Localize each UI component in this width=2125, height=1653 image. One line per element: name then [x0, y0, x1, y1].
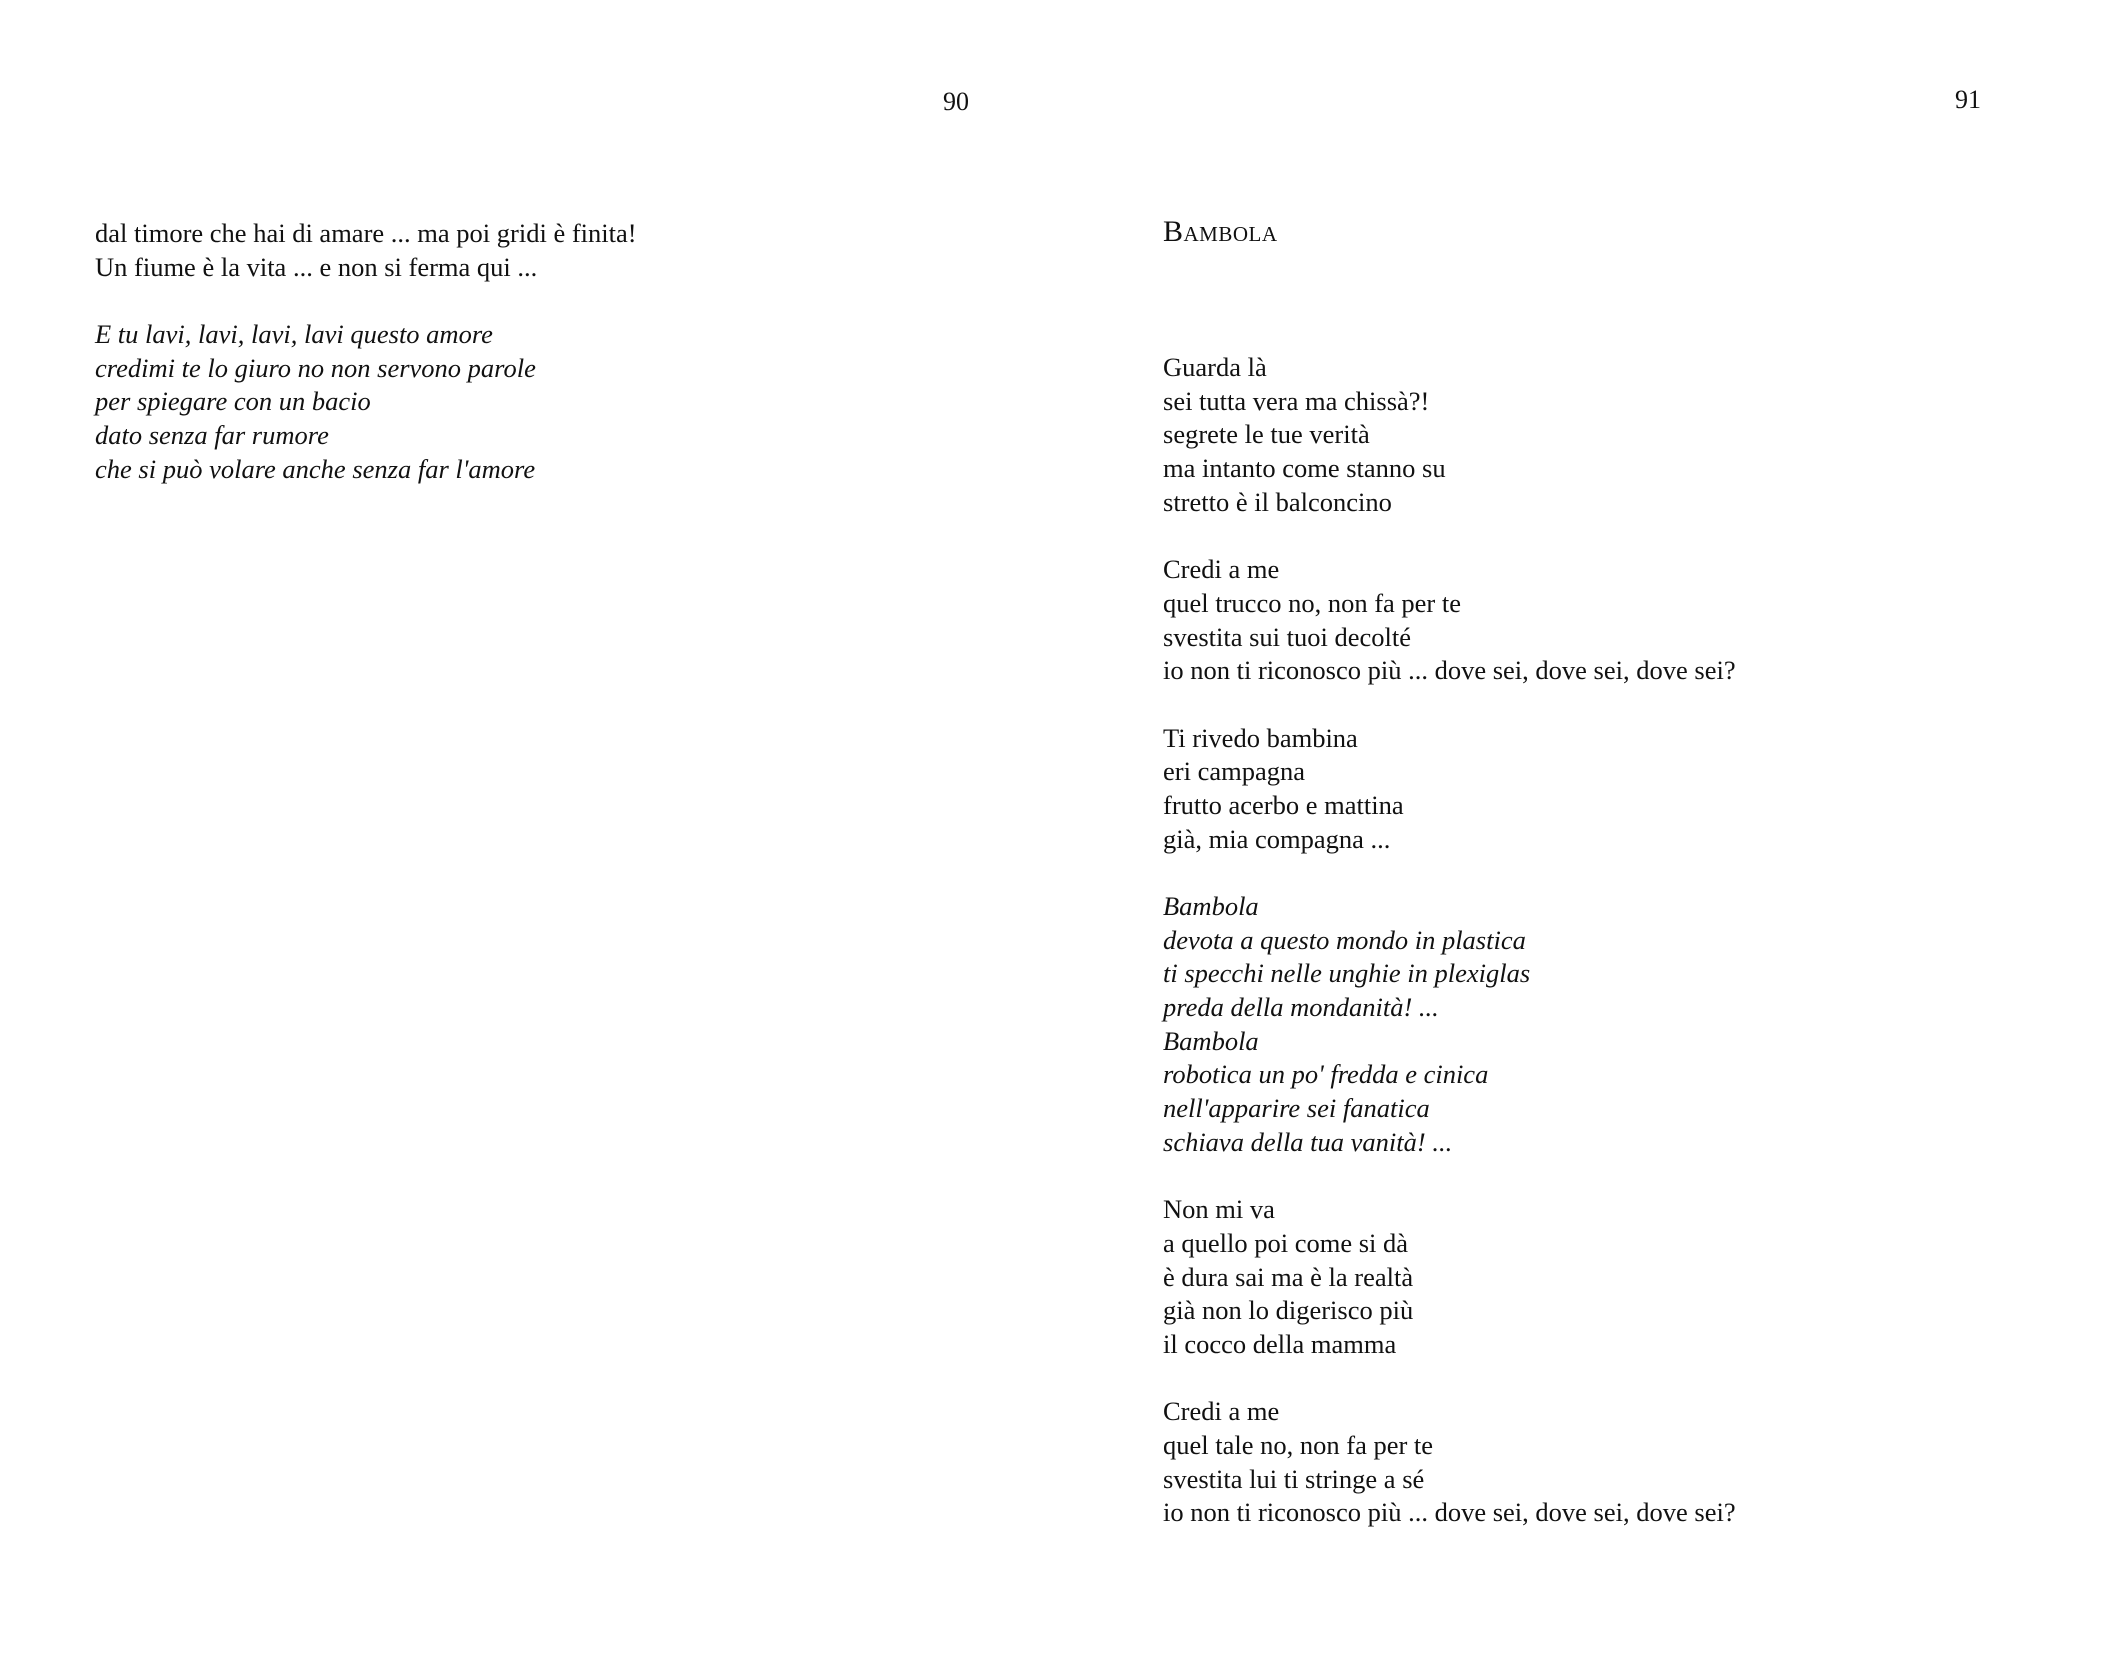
verse-line: Un fiume è la vita ... e non si ferma qui ... — [95, 251, 538, 282]
verse-line: quel tale no, non fa per te — [1163, 1430, 1434, 1460]
verse-line: è dura sai ma è la realtà — [1163, 1261, 1414, 1292]
verse-line: a quello poi come si dà — [1163, 1227, 1409, 1258]
page-number-left: 90 — [943, 87, 969, 116]
verse-line: il cocco della mamma — [1163, 1328, 1397, 1359]
verse-line: ma intanto come stanno su — [1163, 453, 1446, 484]
verse-line: ti specchi nelle unghie in plexiglas — [1163, 958, 1531, 989]
verse-line: nell'apparire sei fanatica — [1163, 1093, 1430, 1124]
stanza — [95, 217, 637, 284]
verse-line: già non lo digerisco più — [1163, 1295, 1414, 1326]
verse-line: Guarda là — [1163, 352, 1267, 382]
verse-line: Bambola — [1163, 1025, 1259, 1056]
verse-line: svestita lui ti stringe a sé — [1163, 1463, 1425, 1494]
stanza — [95, 318, 637, 486]
verse-line: Non mi va — [1163, 1194, 1275, 1225]
verse-line: io non ti riconosco più ... dove sei, dove sei, dove sei? — [1163, 1497, 1736, 1528]
verse-line: devota a questo mondo in plastica — [1163, 924, 1526, 955]
verse-line: robotica un po' fredda e cinica — [1163, 1059, 1489, 1090]
left-page-text — [95, 217, 637, 520]
verse-line: Bambola — [1163, 891, 1259, 921]
stanza — [1163, 1395, 1736, 1530]
verse-line: per spiegare con un bacio — [95, 386, 371, 417]
verse-line: frutto acerbo e mattina — [1163, 789, 1404, 820]
verse-line: svestita sui tuoi decolté — [1163, 621, 1412, 652]
stanza — [1163, 890, 1736, 1160]
stanza — [1163, 553, 1736, 688]
verse-line: eri campagna — [1163, 756, 1305, 787]
verse-line: schiava della tua vanità! ... — [1163, 1126, 1453, 1157]
verse-line: E tu lavi, lavi, lavi, lavi questo amore — [95, 319, 493, 350]
verse-line: che si può volare anche senza far l'amore — [95, 453, 536, 484]
stanza — [1163, 351, 1736, 519]
verse-line: dato senza far rumore — [95, 420, 329, 451]
page-number-right: 91 — [1955, 85, 1981, 114]
stanza — [1163, 1193, 1736, 1361]
verse-line: credimi te lo giuro no non servono parole — [95, 352, 536, 383]
verse-line: stretto è il balconcino — [1163, 486, 1392, 517]
verse-line: segrete le tue verità — [1163, 419, 1370, 450]
verse-line: Credi a me — [1163, 554, 1280, 585]
poem-title: Bambola — [1163, 215, 1278, 248]
verse-line: già, mia compagna ... — [1163, 823, 1391, 854]
verse-line: Credi a me — [1163, 1396, 1280, 1427]
verse-line: dal timore che hai di amare ... ma poi gridi è finita! — [95, 218, 637, 248]
stanza — [1163, 722, 1736, 857]
poem-body — [1163, 351, 1736, 1564]
verse-line: preda della mondanità! ... — [1163, 992, 1439, 1023]
verse-line: sei tutta vera ma chissà?! — [1163, 385, 1430, 416]
verse-line: io non ti riconosco più ... dove sei, dove sei, dove sei? — [1163, 655, 1736, 686]
verse-line: quel trucco no, non fa per te — [1163, 587, 1462, 618]
verse-line: Ti rivedo bambina — [1163, 722, 1358, 753]
